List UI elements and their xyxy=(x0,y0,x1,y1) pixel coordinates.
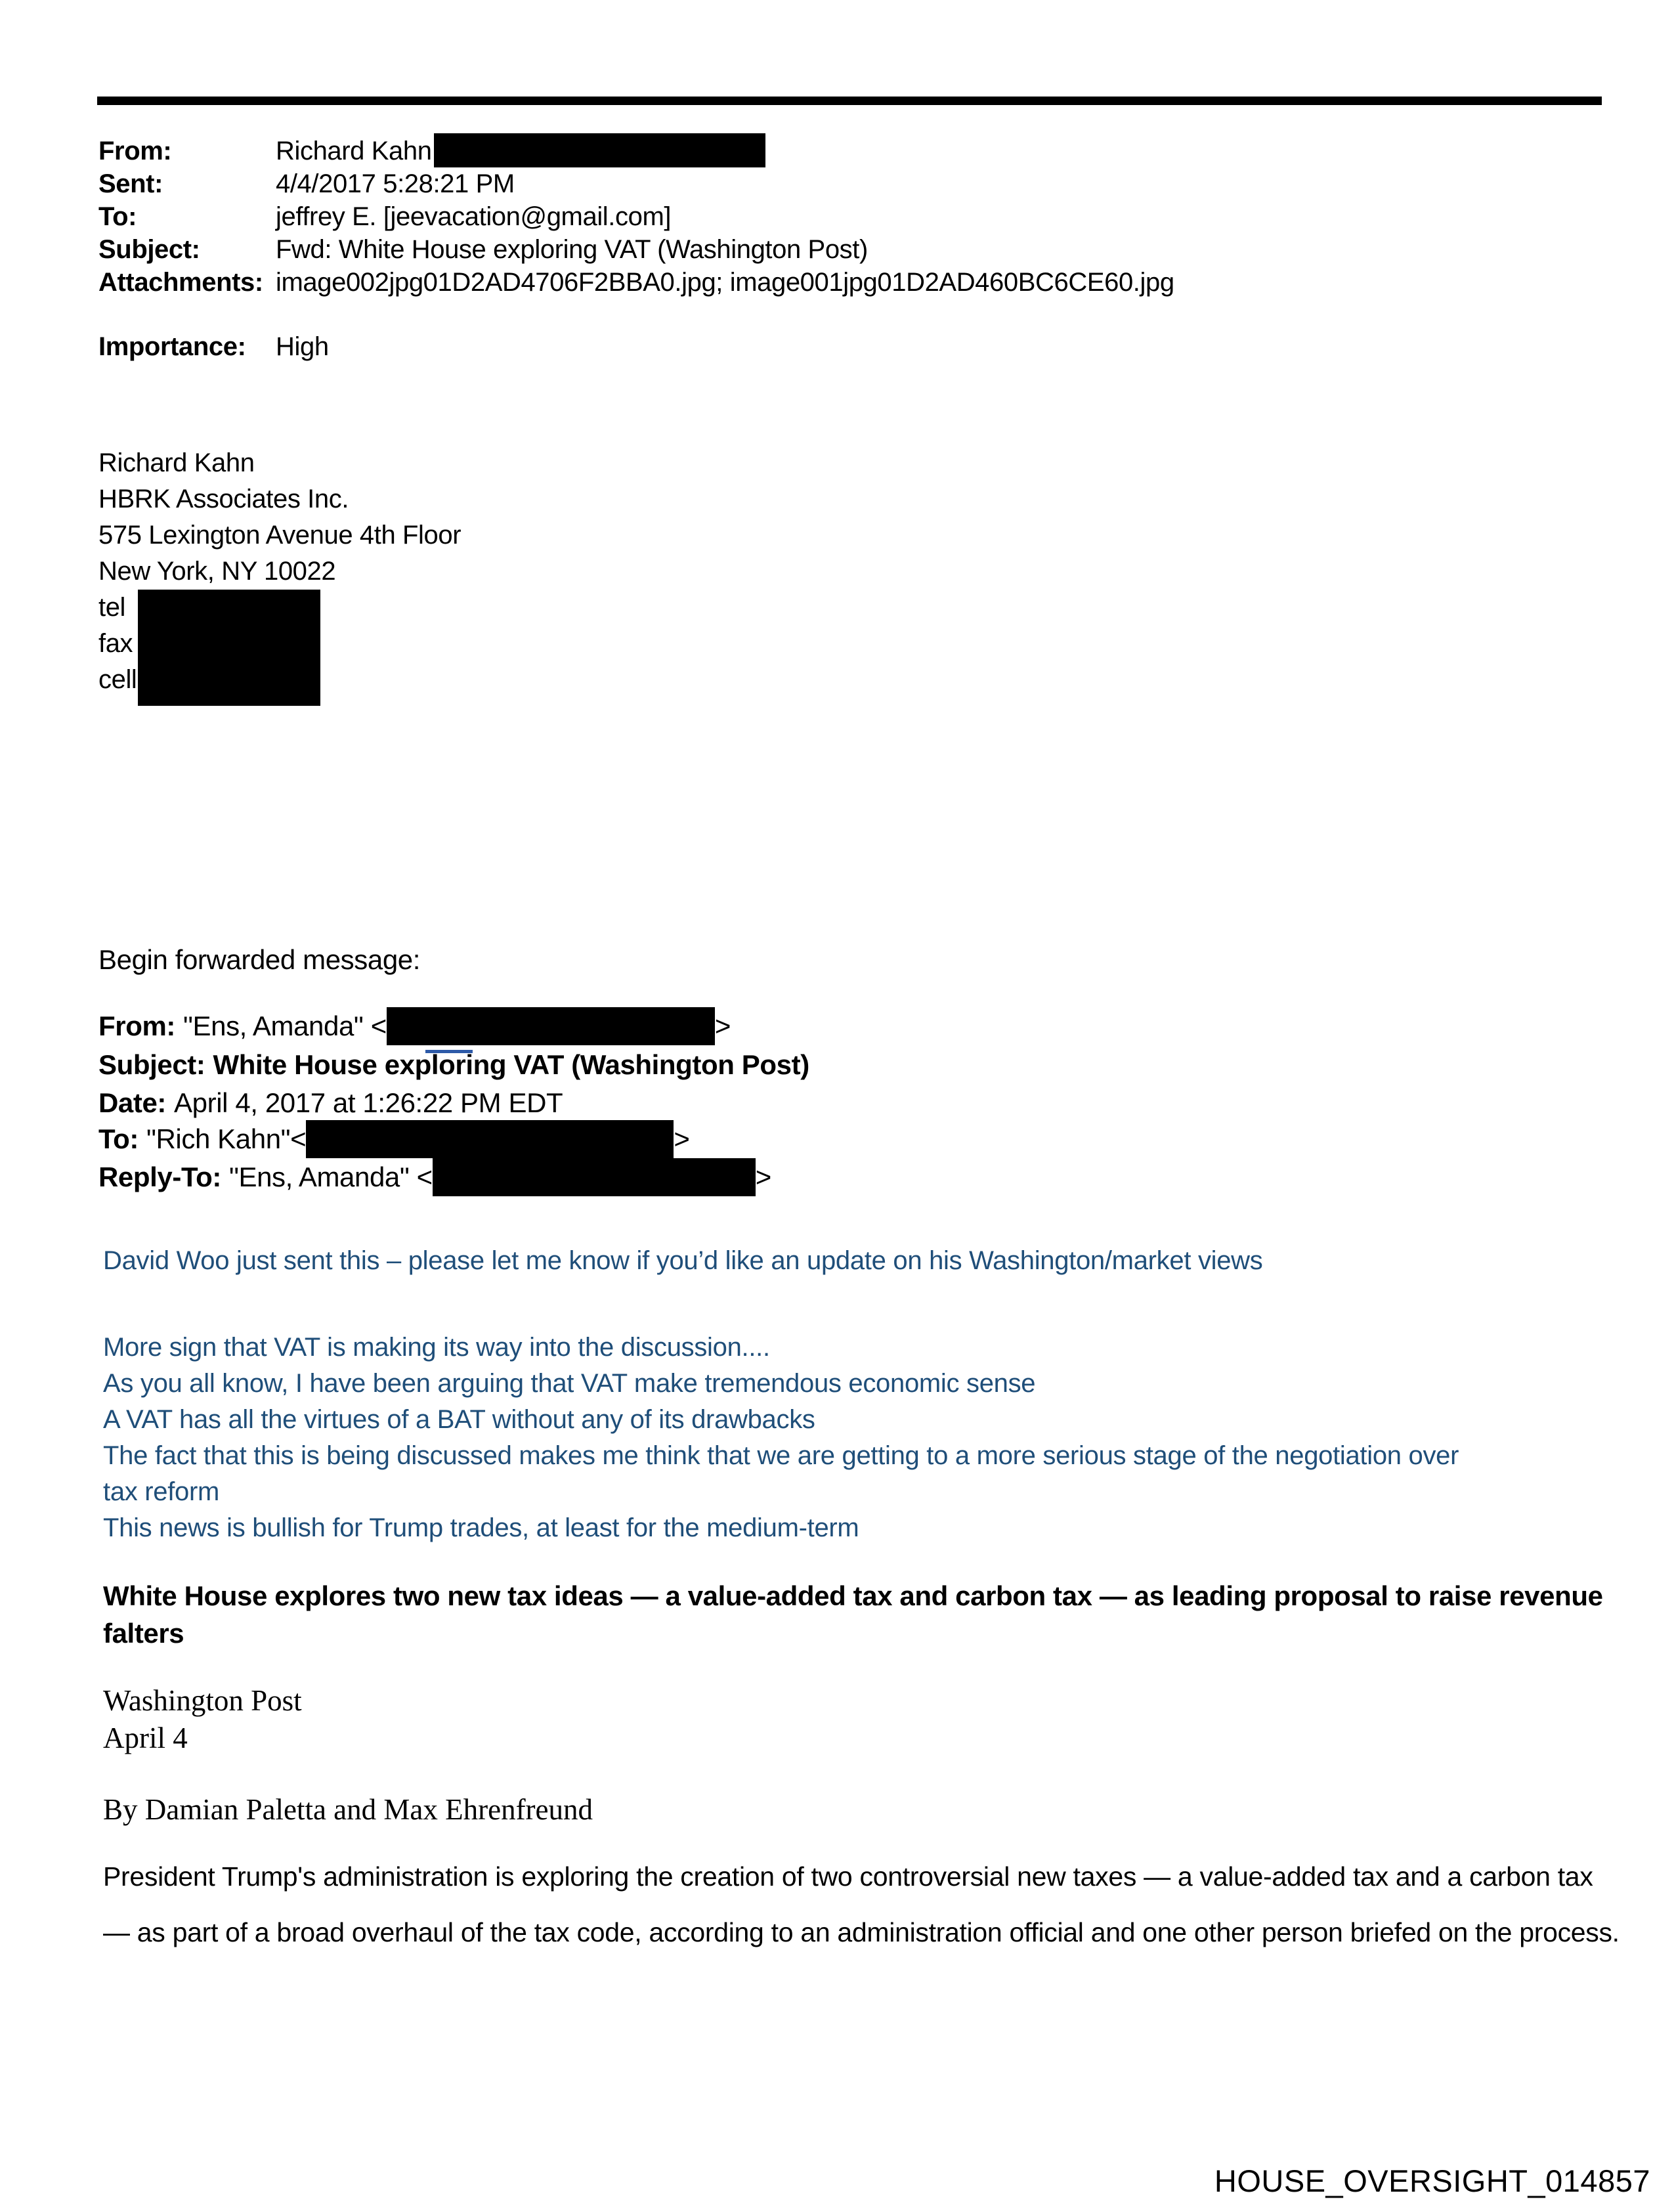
signature-tel-label: tel xyxy=(98,593,126,622)
note-line: More sign that VAT is making its way into the discussion.... xyxy=(103,1333,770,1362)
fwd-to-value-suffix: > xyxy=(674,1123,690,1154)
fwd-from-label: From: xyxy=(98,1010,175,1041)
redaction-bar xyxy=(387,1007,715,1045)
from-label: From: xyxy=(98,137,172,165)
fwd-replyto-label: Reply-To: xyxy=(98,1161,221,1192)
note-line: tax reform xyxy=(103,1477,220,1506)
bates-number: HOUSE_OVERSIGHT_014857 xyxy=(1214,2163,1650,2198)
fwd-date-value: April 4, 2017 at 1:26:22 PM EDT xyxy=(174,1087,563,1118)
fwd-to-line xyxy=(98,1120,689,1158)
note-intro-line: David Woo just sent this – please let me know if you’d like an update on his Washington/market views xyxy=(103,1246,1263,1275)
article-date: April 4 xyxy=(103,1722,188,1754)
signature-name: Richard Kahn xyxy=(98,448,255,477)
fwd-from-line xyxy=(98,1007,731,1045)
fwd-to-value-prefix: "Rich Kahn"< xyxy=(146,1123,307,1154)
fwd-to-label: To: xyxy=(98,1123,139,1154)
header-row-sent xyxy=(98,167,1174,200)
sent-value: 4/4/2017 5:28:21 PM xyxy=(276,169,515,199)
article-byline: By Damian Paletta and Max Ehrenfreund xyxy=(103,1793,593,1826)
fwd-date-label: Date: xyxy=(98,1087,167,1118)
attachments-value: image002jpg01D2AD4706F2BBA0.jpg; image001jpg01D2AD460BC6CE60.jpg xyxy=(276,268,1174,297)
importance-label: Importance: xyxy=(98,332,246,362)
note-line: The fact that this is being discussed makes me think that we are getting to a more serious stage of the negotiation over xyxy=(103,1441,1459,1470)
sent-label: Sent: xyxy=(98,169,163,199)
from-value xyxy=(276,135,765,167)
signature-address1: 575 Lexington Avenue 4th Floor xyxy=(98,521,461,550)
email-header xyxy=(98,135,1174,363)
header-row-subject xyxy=(98,233,1174,266)
fwd-replyto-value-prefix: "Ens, Amanda" < xyxy=(228,1161,433,1192)
fwd-from-value-suffix: > xyxy=(714,1010,731,1041)
divider-bar xyxy=(97,97,1602,105)
fwd-from-value-prefix: "Ens, Amanda" < xyxy=(183,1010,387,1041)
subject-label: Subject: xyxy=(98,235,200,265)
fwd-subject-value: White House exploring VAT (Washington Post) xyxy=(213,1049,809,1080)
article-source-block xyxy=(103,1682,302,1757)
note-line: This news is bullish for Trump trades, at least for the medium-term xyxy=(103,1513,859,1542)
forwarded-intro: Begin forwarded message: xyxy=(98,944,421,975)
signature-fax-label: fax xyxy=(98,629,133,658)
signature-block xyxy=(98,445,461,698)
fwd-subject-line xyxy=(98,1046,809,1084)
fwd-replyto-value-suffix: > xyxy=(755,1161,771,1192)
attachments-label: Attachments: xyxy=(98,268,263,297)
fwd-replyto-line xyxy=(98,1158,771,1196)
header-row-from xyxy=(98,135,1174,167)
redaction-bar xyxy=(138,590,320,706)
to-value: jeffrey E. [jeevacation@gmail.com] xyxy=(276,202,672,232)
redaction-bar xyxy=(433,1158,756,1196)
note-line: A VAT has all the virtues of a BAT without any of its drawbacks xyxy=(103,1405,815,1434)
fwd-date-line xyxy=(98,1084,563,1122)
to-label: To: xyxy=(98,202,137,232)
note-body xyxy=(103,1330,1459,1546)
article-source: Washington Post xyxy=(103,1684,302,1717)
redaction-bar xyxy=(306,1120,674,1158)
subject-value: Fwd: White House exploring VAT (Washington Post) xyxy=(276,235,868,265)
signature-address2: New York, NY 10022 xyxy=(98,557,336,586)
importance-value: High xyxy=(276,332,329,362)
from-value-text: Richard Kahn xyxy=(276,137,432,165)
redaction-bar xyxy=(434,133,765,167)
signature-cell-label: cell xyxy=(98,665,137,694)
fwd-subject-label: Subject: xyxy=(98,1049,205,1080)
article-body: President Trump's administration is exploring the creation of two controversial new taxes — a value-added tax and a carbon tax — as part of a broad overhaul of the tax code, according to an administration official and one other person briefed on the process. xyxy=(103,1861,1620,1947)
signature-company: HBRK Associates Inc. xyxy=(98,485,349,513)
article-headline-line2: falters xyxy=(103,1618,184,1649)
header-row-to xyxy=(98,200,1174,233)
article-headline xyxy=(103,1577,1603,1652)
header-row-importance xyxy=(98,330,1174,363)
note-line: As you all know, I have been arguing that VAT make tremendous economic sense xyxy=(103,1369,1036,1398)
article-headline-line1: White House explores two new tax ideas — a value-added tax and carbon tax — as leading proposal to raise revenue xyxy=(103,1580,1603,1611)
header-row-attachments xyxy=(98,266,1174,299)
